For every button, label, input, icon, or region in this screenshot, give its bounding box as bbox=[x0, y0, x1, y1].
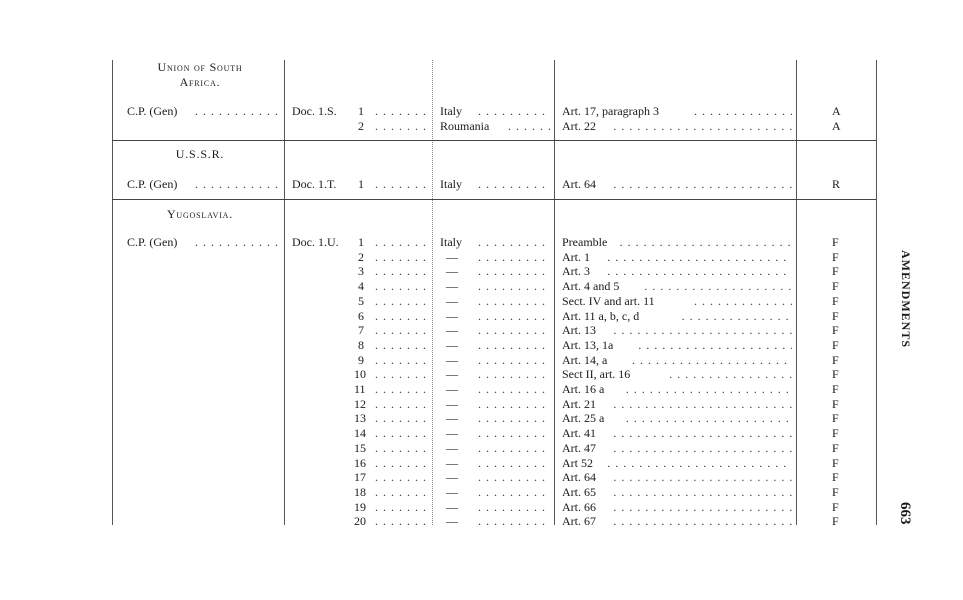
cell-article: Art. 67 bbox=[562, 514, 596, 529]
section-header-south-africa bbox=[125, 60, 275, 90]
leader-dots-article bbox=[626, 382, 792, 396]
col-border-doc bbox=[284, 60, 285, 525]
leader-dots-num bbox=[375, 397, 427, 411]
leader-dots-num bbox=[375, 353, 427, 367]
cell-article: Art. 16 a bbox=[562, 382, 605, 396]
cell-country: Italy bbox=[440, 235, 462, 249]
cell-code: F bbox=[832, 440, 839, 455]
cell-article: Art. 66 bbox=[562, 499, 596, 514]
cell-article: Art. 4 and 5 bbox=[562, 279, 620, 294]
cell-country: — bbox=[446, 396, 458, 411]
leader-dots-num bbox=[375, 279, 427, 293]
cell-article: Art. 65 bbox=[562, 484, 596, 499]
leader-dots-article bbox=[613, 397, 792, 411]
cell-country: — bbox=[446, 382, 458, 396]
leader-dots-source bbox=[195, 235, 280, 249]
cell-num: 20 bbox=[354, 514, 366, 529]
cell-code: A bbox=[832, 118, 841, 133]
leader-dots-num bbox=[375, 338, 427, 352]
leader-dots-article bbox=[694, 104, 792, 118]
cell-article: Art. 64 bbox=[562, 470, 596, 485]
leader-dots-article bbox=[613, 177, 792, 191]
leader-dots-num bbox=[375, 294, 427, 308]
leader-dots-num bbox=[375, 411, 427, 425]
leader-dots-article bbox=[694, 294, 792, 308]
leader-dots-country bbox=[478, 441, 550, 455]
leader-dots-country bbox=[478, 264, 550, 278]
cell-country: — bbox=[446, 264, 458, 279]
leader-dots-country bbox=[478, 309, 550, 323]
col-border-left bbox=[112, 60, 113, 525]
leader-dots-num bbox=[375, 264, 427, 278]
leader-dots-article bbox=[613, 514, 792, 528]
leader-dots-article bbox=[613, 323, 792, 337]
cell-country: — bbox=[446, 426, 458, 441]
cell-article: Art. 17, paragraph 3 bbox=[562, 104, 659, 118]
cell-article: Preamble bbox=[562, 235, 608, 249]
leader-dots-country bbox=[478, 279, 550, 293]
leader-dots-num bbox=[375, 309, 427, 323]
leader-dots-country bbox=[478, 426, 550, 440]
cell-code: R bbox=[832, 177, 841, 191]
cell-num: 13 bbox=[354, 411, 366, 426]
cell-code: A bbox=[832, 104, 841, 118]
running-title: AMENDMENTS bbox=[899, 250, 913, 349]
section-header-line2: Africa. bbox=[179, 75, 221, 89]
cell-num: 5 bbox=[358, 293, 364, 308]
cell-article: Art. 3 bbox=[562, 264, 590, 279]
leader-dots-article bbox=[613, 470, 792, 484]
cell-code: F bbox=[832, 411, 839, 426]
cell-code: F bbox=[832, 323, 839, 338]
cell-article: Art. 14, a bbox=[562, 352, 608, 367]
leader-dots-country bbox=[478, 294, 550, 308]
leader-dots-country bbox=[478, 177, 550, 191]
leader-dots-num bbox=[375, 382, 427, 396]
leader-dots-article bbox=[644, 279, 792, 293]
cell-article: Art. 22 bbox=[562, 118, 596, 133]
cell-country: — bbox=[446, 249, 458, 264]
section-header-yugoslavia bbox=[125, 207, 275, 222]
leader-dots-country bbox=[478, 353, 550, 367]
leader-dots-article bbox=[613, 119, 792, 133]
leader-dots-num bbox=[375, 119, 427, 133]
cell-num: 16 bbox=[354, 455, 366, 470]
leader-dots-num bbox=[375, 426, 427, 440]
cell-code: F bbox=[832, 337, 839, 352]
section-header-line1: Union of South bbox=[157, 60, 243, 74]
col-border-country bbox=[432, 60, 433, 525]
leader-dots-source bbox=[195, 104, 280, 118]
section-divider-1 bbox=[112, 140, 876, 141]
leader-dots-country bbox=[478, 235, 550, 249]
cell-country: — bbox=[446, 308, 458, 323]
leader-dots-country bbox=[478, 500, 550, 514]
cell-doc: Doc. 1.U. bbox=[292, 235, 339, 249]
cell-country: — bbox=[446, 279, 458, 294]
leader-dots-country bbox=[478, 382, 550, 396]
leader-dots-country bbox=[478, 470, 550, 484]
leader-dots-article bbox=[607, 250, 792, 264]
section-header-line1: Yugoslavia. bbox=[166, 207, 234, 221]
leader-dots-country bbox=[478, 104, 550, 118]
leader-dots-country bbox=[478, 397, 550, 411]
leader-dots-article bbox=[613, 500, 792, 514]
leader-dots-article bbox=[613, 441, 792, 455]
cell-num: 1 bbox=[358, 104, 364, 118]
cell-article: Art. 25 a bbox=[562, 411, 605, 426]
leader-dots-article bbox=[626, 411, 792, 425]
cell-country: — bbox=[446, 455, 458, 470]
cell-article: Art 52 bbox=[562, 455, 593, 470]
cell-country: — bbox=[446, 440, 458, 455]
leader-dots-article bbox=[669, 367, 792, 381]
cell-code: F bbox=[832, 308, 839, 323]
cell-num: 6 bbox=[358, 308, 364, 323]
leader-dots-num bbox=[375, 441, 427, 455]
leader-dots-article bbox=[607, 456, 792, 470]
cell-doc: Doc. 1.S. bbox=[292, 104, 337, 118]
leader-dots-country bbox=[478, 367, 550, 381]
cell-num: 7 bbox=[358, 323, 364, 338]
cell-code: F bbox=[832, 499, 839, 514]
leader-dots-article bbox=[613, 426, 792, 440]
cell-code: F bbox=[832, 382, 839, 396]
cell-country: Italy bbox=[440, 177, 462, 191]
cell-article: Art. 13, 1a bbox=[562, 337, 614, 352]
leader-dots-num bbox=[375, 485, 427, 499]
leader-dots-num bbox=[375, 456, 427, 470]
leader-dots-num bbox=[375, 500, 427, 514]
cell-code: F bbox=[832, 396, 839, 411]
cell-country: Italy bbox=[440, 104, 462, 118]
cell-num: 1 bbox=[358, 235, 364, 249]
cell-num: 12 bbox=[354, 396, 366, 411]
cell-article: Art. 41 bbox=[562, 426, 596, 441]
cell-code: F bbox=[832, 352, 839, 367]
leader-dots-country bbox=[478, 456, 550, 470]
cell-article: Art. 47 bbox=[562, 440, 596, 455]
section-header-line1: U.S.S.R. bbox=[175, 147, 225, 161]
cell-num: 8 bbox=[358, 337, 364, 352]
leader-dots-country bbox=[508, 119, 550, 133]
leader-dots-country bbox=[478, 514, 550, 528]
cell-country: — bbox=[446, 293, 458, 308]
cell-article: Sect II, art. 16 bbox=[562, 367, 631, 382]
cell-code: F bbox=[832, 484, 839, 499]
page-number: 663 bbox=[897, 502, 913, 525]
leader-dots-country bbox=[478, 411, 550, 425]
cell-country: Roumania bbox=[440, 118, 490, 133]
cell-code: F bbox=[832, 367, 839, 382]
leader-dots-article bbox=[632, 353, 792, 367]
cell-num: 2 bbox=[358, 249, 364, 264]
cell-code: F bbox=[832, 235, 839, 249]
cell-num: 3 bbox=[358, 264, 364, 279]
cell-num: 11 bbox=[354, 382, 366, 396]
cell-num: 1 bbox=[358, 177, 364, 191]
col-border-code bbox=[796, 60, 797, 525]
cell-source: C.P. (Gen) bbox=[127, 177, 178, 191]
cell-country: — bbox=[446, 352, 458, 367]
cell-num: 9 bbox=[358, 352, 364, 367]
leader-dots-num bbox=[375, 514, 427, 528]
cell-article: Art. 21 bbox=[562, 396, 596, 411]
cell-country: — bbox=[446, 514, 458, 529]
cell-code: F bbox=[832, 470, 839, 485]
cell-code: F bbox=[832, 455, 839, 470]
leader-dots-country bbox=[478, 323, 550, 337]
cell-num: 15 bbox=[354, 440, 366, 455]
leader-dots-num bbox=[375, 177, 427, 191]
cell-country: — bbox=[446, 337, 458, 352]
leader-dots-num bbox=[375, 235, 427, 249]
cell-num: 19 bbox=[354, 499, 366, 514]
leader-dots-source bbox=[195, 177, 280, 191]
leader-dots-country bbox=[478, 338, 550, 352]
cell-doc: Doc. 1.T. bbox=[292, 177, 337, 191]
col-border-article bbox=[554, 60, 555, 525]
cell-num: 18 bbox=[354, 484, 366, 499]
cell-country: — bbox=[446, 323, 458, 338]
cell-num: 17 bbox=[354, 470, 366, 485]
cell-country: — bbox=[446, 470, 458, 485]
leader-dots-num bbox=[375, 323, 427, 337]
cell-article: Art. 13 bbox=[562, 323, 596, 338]
col-border-right bbox=[876, 60, 877, 525]
cell-article: Art. 11 a, b, c, d bbox=[562, 308, 640, 323]
leader-dots-num bbox=[375, 367, 427, 381]
leader-dots-country bbox=[478, 250, 550, 264]
leader-dots-num bbox=[375, 250, 427, 264]
cell-country: — bbox=[446, 411, 458, 426]
cell-num: 4 bbox=[358, 279, 364, 294]
cell-code: F bbox=[832, 293, 839, 308]
cell-article: Sect. IV and art. 11 bbox=[562, 293, 655, 308]
cell-num: 10 bbox=[354, 367, 366, 382]
leader-dots-num bbox=[375, 470, 427, 484]
leader-dots-country bbox=[478, 485, 550, 499]
leader-dots-article bbox=[682, 309, 792, 323]
cell-source: C.P. (Gen) bbox=[127, 104, 178, 118]
leader-dots-article bbox=[613, 485, 792, 499]
leader-dots-num bbox=[375, 104, 427, 118]
cell-article: Art. 64 bbox=[562, 177, 596, 191]
cell-country: — bbox=[446, 499, 458, 514]
cell-code: F bbox=[832, 264, 839, 279]
cell-num: 14 bbox=[354, 426, 366, 441]
cell-code: F bbox=[832, 426, 839, 441]
leader-dots-article bbox=[638, 338, 792, 352]
section-header-ussr bbox=[125, 147, 275, 162]
cell-code: F bbox=[832, 249, 839, 264]
section-divider-2 bbox=[112, 199, 876, 200]
cell-code: F bbox=[832, 514, 839, 529]
cell-num: 2 bbox=[358, 118, 364, 133]
cell-source: C.P. (Gen) bbox=[127, 235, 178, 249]
cell-code: F bbox=[832, 279, 839, 294]
leader-dots-article bbox=[607, 264, 792, 278]
cell-country: — bbox=[446, 484, 458, 499]
cell-country: — bbox=[446, 367, 458, 382]
cell-article: Art. 1 bbox=[562, 249, 590, 264]
leader-dots-article bbox=[620, 235, 792, 249]
